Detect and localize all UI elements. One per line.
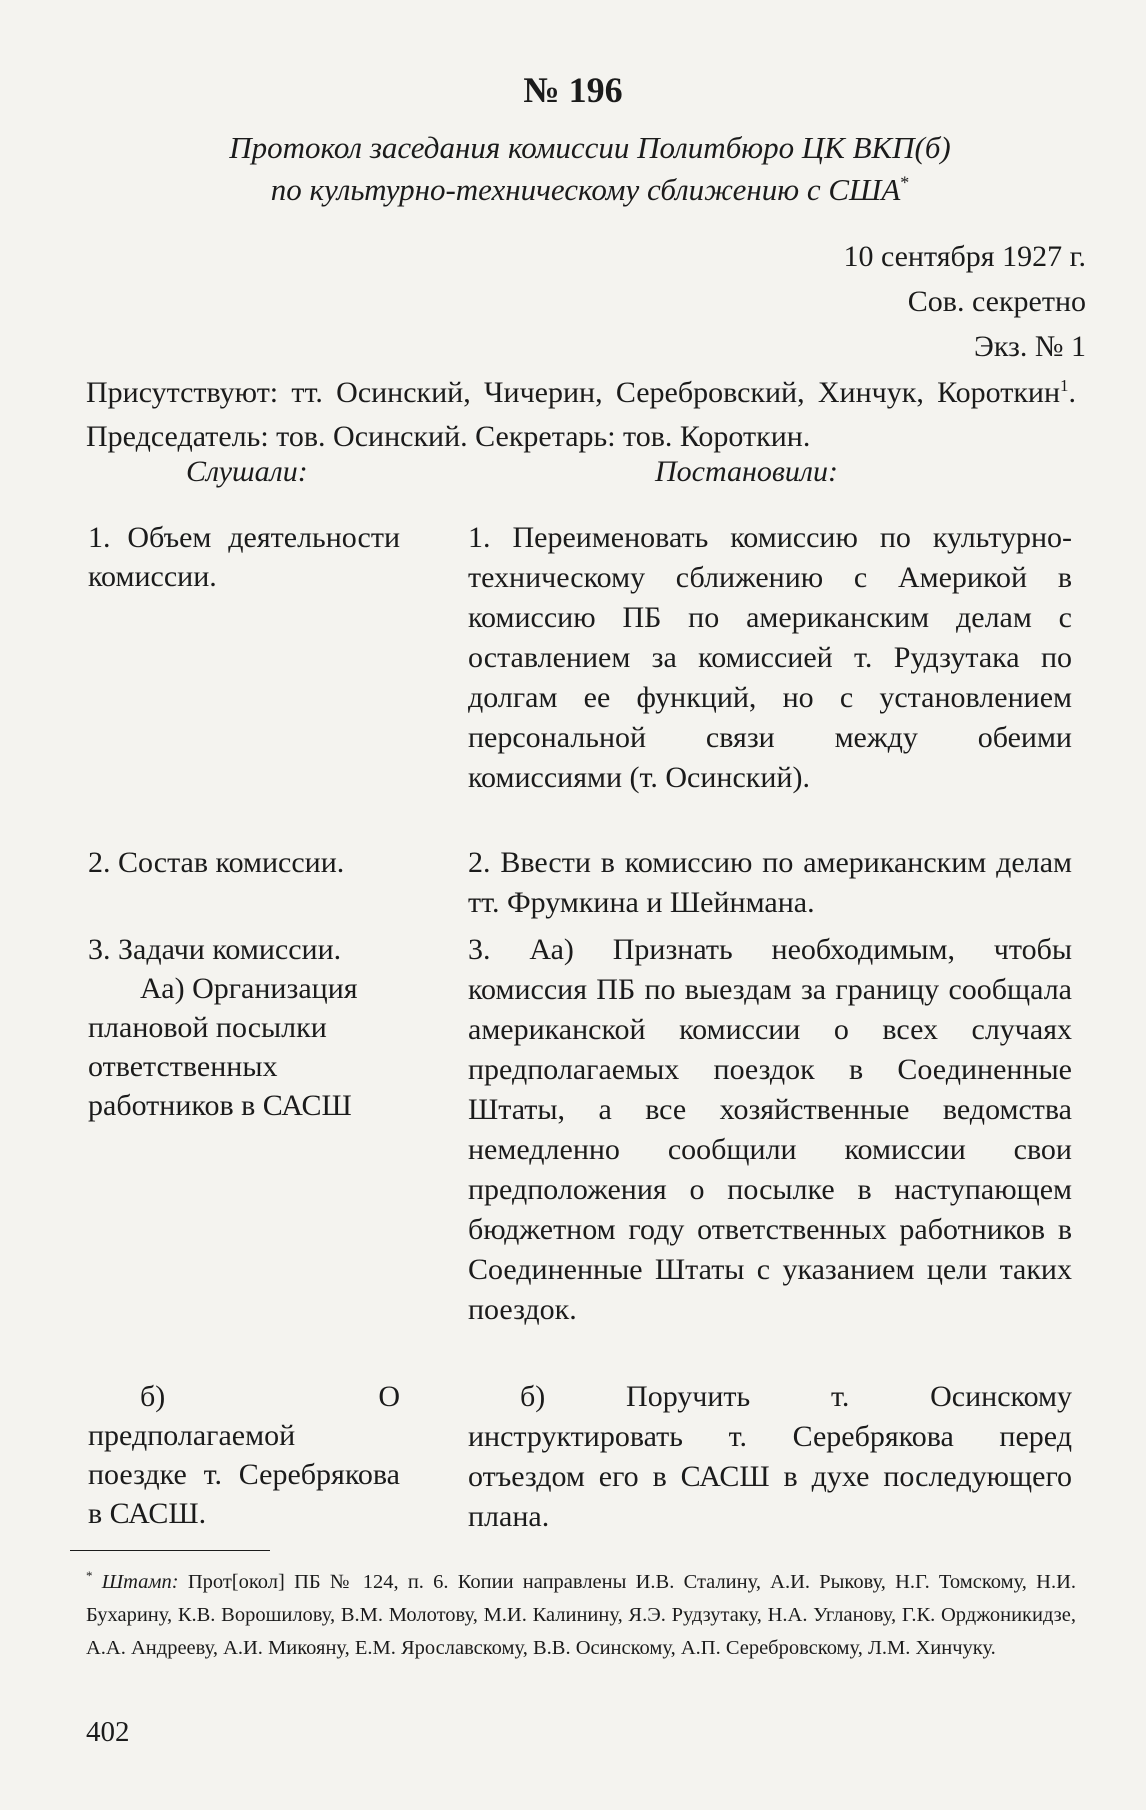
footnote-separator <box>70 1550 270 1551</box>
resolved-item-4: б) Поручить т. Осинскому инструктировать т. Серебрякова перед отъездом его в САСШ в духе последующего плана. <box>468 1380 1072 1533</box>
title-line-2 <box>90 169 1090 211</box>
document-date: 10 сентября 1927 г. <box>843 240 1086 273</box>
document-number: № 196 <box>523 70 623 110</box>
footnote-mark: * <box>86 1568 93 1584</box>
attendance-text: Присутствуют: тт. Осинский, Чичерин, Серебровский, Хинчук, Короткин <box>86 376 1060 409</box>
title-line-1: Протокол заседания комиссии Политбюро ЦК ВКП(б) <box>229 130 951 165</box>
heard-item-3 <box>88 930 400 1125</box>
heard-item-4: б) О предполагаемой поездке т. Серебрякова в САСШ. <box>88 1380 400 1530</box>
attendance-paragraph <box>86 371 1076 459</box>
resolved-item-3: 3. Аа) Признать необходимым, чтобы комиссия ПБ по выездам за границу сообщала американской комиссии о всех случаях предполагаемых поездок в Соединенные Штаты, а все хозяйственные ведомства немедленно сообщили комиссии свои предположения о посылке в наступающем бюджетном году ответственных работников в Соединенные Штаты с указанием цели таких поездок. <box>468 933 1072 1326</box>
resolved-item-2: 2. Ввести в комиссию по американским делам тт. Фрумкина и Шейнмана. <box>468 846 1072 919</box>
secrecy-stamp: Сов. секретно <box>907 285 1086 318</box>
document-title <box>90 127 1090 211</box>
copy-number: Экз. № 1 <box>974 330 1086 363</box>
footnote-text: Прот[окол] ПБ № 124, п. 6. Копии направлены И.В. Сталину, А.И. Рыкову, Н.Г. Томскому, Н.И. Бухарину, К.В. Ворошилову, В.М. Молотову, М.И. Калинину, Я.Э. Рудзутаку, Н.А. Угланову, Г.К. Орджоникидзе, А.А. Андрееву, А.И. Микояну, Е.М. Ярославскому, В.В. Осинскому, А.П. Серебровскому, Л.М. Хинчуку. <box>86 1571 1077 1659</box>
title-footnote-mark: * <box>900 172 910 193</box>
attendance-text-cont: . Председатель: тов. Осинский. Секретарь: тов. Короткин. <box>86 376 1076 453</box>
column-heading-heard: Слушали: <box>186 455 308 488</box>
resolved-item-1: 1. Переименовать комиссию по культурно-техническому сближению с Америкой в комиссию ПБ по американским делам с оставлением за комиссией т. Рудзутака по долгам ее функций, но с установлением персональной связи между обеими комиссиями (т. Осинский). <box>468 521 1072 794</box>
title-line-2-text: по культурно-техническому сближению с США <box>270 172 901 207</box>
heard-item-3-sub: Аа) Организация плановой посылки ответственных работников в САСШ <box>88 972 358 1122</box>
heard-item-3-title: 3. Задачи комиссии. <box>88 933 342 966</box>
page-number: 402 <box>86 1716 130 1748</box>
heard-item-2: 2. Состав комиссии. <box>88 846 345 879</box>
footnote-label: Штамп: <box>101 1571 179 1593</box>
document-meta <box>843 234 1086 369</box>
heard-item-1: 1. Объем деятельности комиссии. <box>88 521 400 593</box>
column-heading-resolved: Постановили: <box>655 455 838 488</box>
footnote <box>86 1566 1076 1665</box>
attendance-note-mark: 1 <box>1060 376 1069 395</box>
